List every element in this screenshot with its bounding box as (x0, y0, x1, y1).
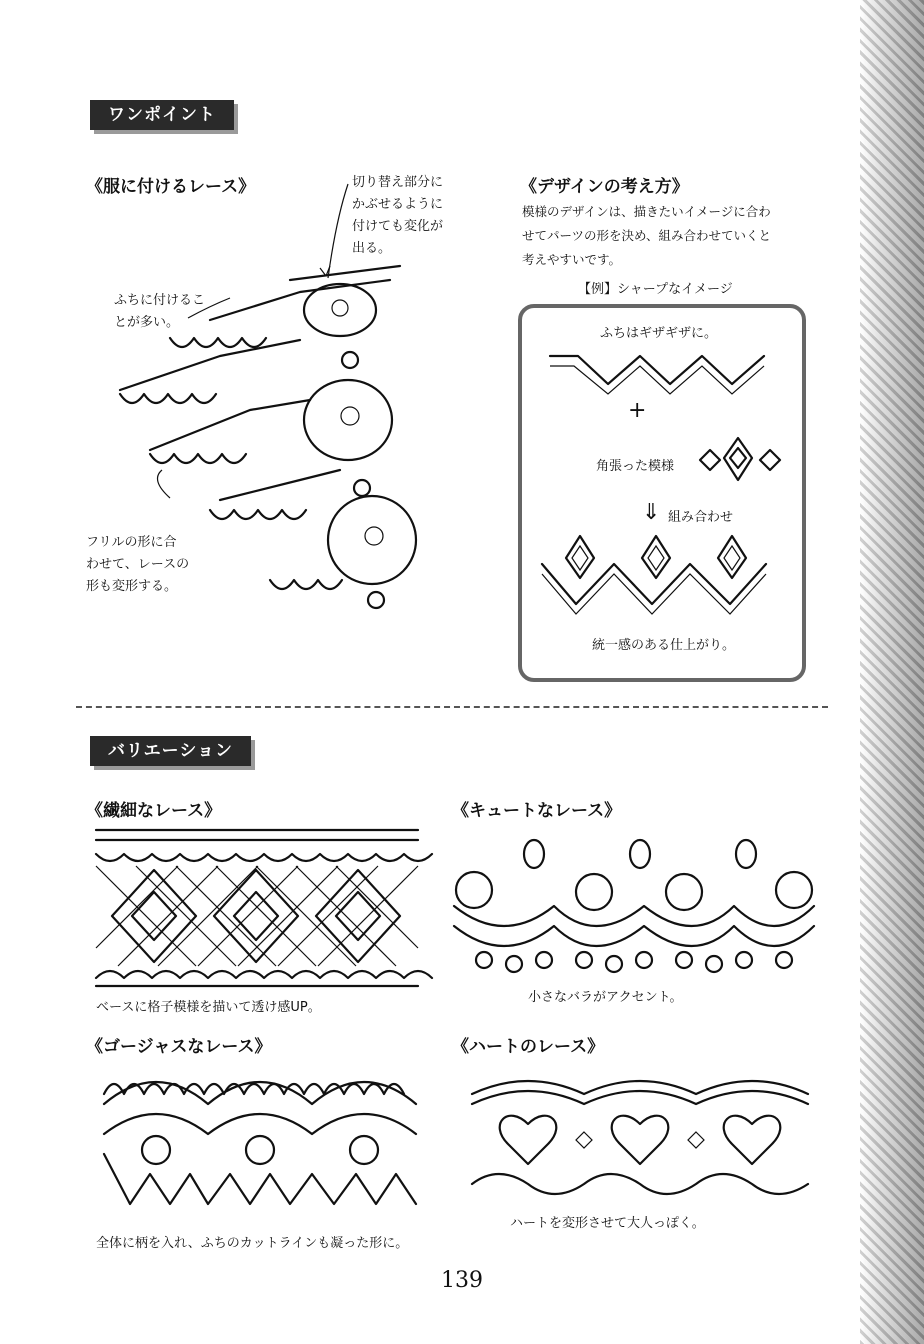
design-body: 模様のデザインは、描きたいイメージに合わ せてパーツの形を決め、組み合わせていくと 考えやすいです。 (522, 204, 772, 267)
zigzag-edge-drawing (550, 344, 770, 394)
step-zigzag-edge: ふちはギザギザに。 (600, 326, 718, 341)
delicate-lace-caption: ベースに格子模様を描いて透け感UP。 (96, 1000, 321, 1015)
clothes-lace-illustration (100, 180, 430, 620)
section-header-one-point: ワンポイント (90, 100, 234, 130)
heart-lace-title: 《ハートのレース》 (452, 1037, 605, 1057)
page-edge-texture (860, 0, 924, 1344)
note-edge: ふちに付けるこ とが多い。 (114, 293, 206, 330)
cute-lace-caption: 小さなバラがアクセント。 (528, 990, 683, 1005)
delicate-lace-drawing (96, 826, 418, 990)
gorgeous-lace-title: 《ゴージャスなレース》 (86, 1037, 272, 1057)
cute-lace-drawing (444, 836, 824, 976)
angular-pattern-drawing (690, 434, 790, 494)
heart-lace-drawing (468, 1074, 828, 1204)
clothes-lace-title: 《服に付けるレース》 (86, 177, 256, 197)
combined-pattern-drawing (536, 528, 776, 618)
note-frill: フリルの形に合 わせて、レースの 形も変形する。 (86, 535, 190, 594)
result-caption: 統一感のある仕上がり。 (592, 638, 736, 653)
section-divider (76, 706, 828, 708)
example-label: 【例】シャープなイメージ (578, 282, 733, 297)
delicate-lace-title: 《繊細なレース》 (86, 801, 222, 821)
gorgeous-lace-caption: 全体に柄を入れ、ふちのカットラインも凝った形に。 (96, 1236, 409, 1251)
step-angular-pattern: 角張った模様 (596, 459, 675, 474)
page-number: 139 (441, 1268, 483, 1293)
heart-lace-caption: ハートを変形させて大人っぽく。 (510, 1216, 705, 1231)
section-header-variation: バリエーション (90, 736, 251, 766)
down-arrow: ⇓ (642, 500, 661, 525)
cute-lace-title: 《キュートなレース》 (452, 801, 622, 821)
gorgeous-lace-drawing (100, 1064, 420, 1214)
plus-sign: + (628, 398, 647, 423)
note-switch: 切り替え部分に かぶせるように 付けても変化が 出る。 (352, 175, 444, 256)
step-combine: 組み合わせ (668, 510, 734, 525)
design-title: 《デザインの考え方》 (520, 177, 689, 197)
